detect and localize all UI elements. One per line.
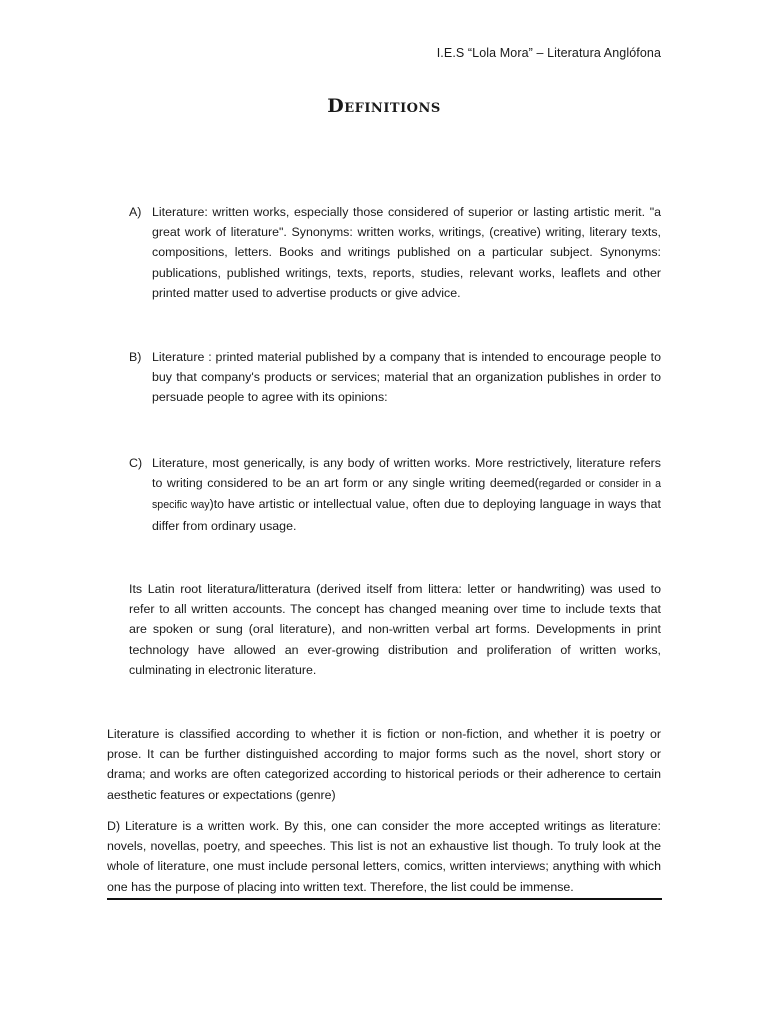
classification-paragraph: Literature is classified according to whether it is fiction or non-fiction, and whether it is poetry or prose. It can be further distinguished according to major forms such as the novel, short story or drama; and works are often categorized according to historical periods or their adherence to certain aesthetic features or expectations (genre) — [107, 727, 661, 802]
definition-a-marker: A) — [129, 205, 142, 219]
page-header: I.E.S “Lola Mora” – Literatura Anglófona — [436, 46, 661, 60]
bottom-rule — [107, 898, 662, 900]
latin-root-paragraph: Its Latin root literatura/litteratura (derived itself from littera: letter or handwriting) was used to refer to all written accounts. The concept has changed meaning over time to include texts that are spoken or sung (oral literature), and non-written verbal art forms. Developments in print technology have allowed an ever-growing distribution and proliferation of written works, culminating in electronic literature. — [129, 582, 661, 677]
definition-c — [129, 453, 661, 536]
definition-b-marker: B) — [129, 350, 142, 364]
definition-c-text-main: Literature, most generically, is any body of written works. More restrictively, literature refers to writing considered to be an art form or any single writing deemed( — [152, 456, 661, 491]
page-title: Definitions — [327, 95, 441, 117]
definition-b — [129, 347, 661, 408]
definition-a-text: Literature: written works, especially those considered of superior or lasting artistic merit. "a great work of literature". Synonyms: written works, writings, (creative) writing, literary texts, compositions, letters. Books and writings published on a particular subject. Synonyms: publications, published writings, texts, reports, studies, relevant works, leaflets and other printed matter used to advertise products or give advice. — [152, 205, 661, 300]
definition-a — [129, 202, 661, 303]
definition-b-text: Literature : printed material published by a company that is intended to encourage people to buy that company's products or services; material that an organization publishes in order to persuade people to agree with its opinions: — [152, 350, 661, 405]
definition-c-marker: C) — [129, 456, 143, 470]
definition-d-paragraph: D) Literature is a written work. By this, one can consider the more accepted writings as literature: novels, novellas, poetry, and speeches. This list is not an exhaustive list though. To truly look at the whole of literature, one must include personal letters, comics, written interviews; anything with which one has the purpose of placing into written text. Therefore, the list could be immense. — [107, 819, 661, 894]
definition-c-text — [152, 453, 661, 536]
definition-c-text-end: )to have artistic or intellectual value, often due to deploying language in ways that differ from ordinary usage. — [152, 497, 662, 533]
definition-c-aside: regarded or consider in a specific way — [152, 478, 661, 512]
